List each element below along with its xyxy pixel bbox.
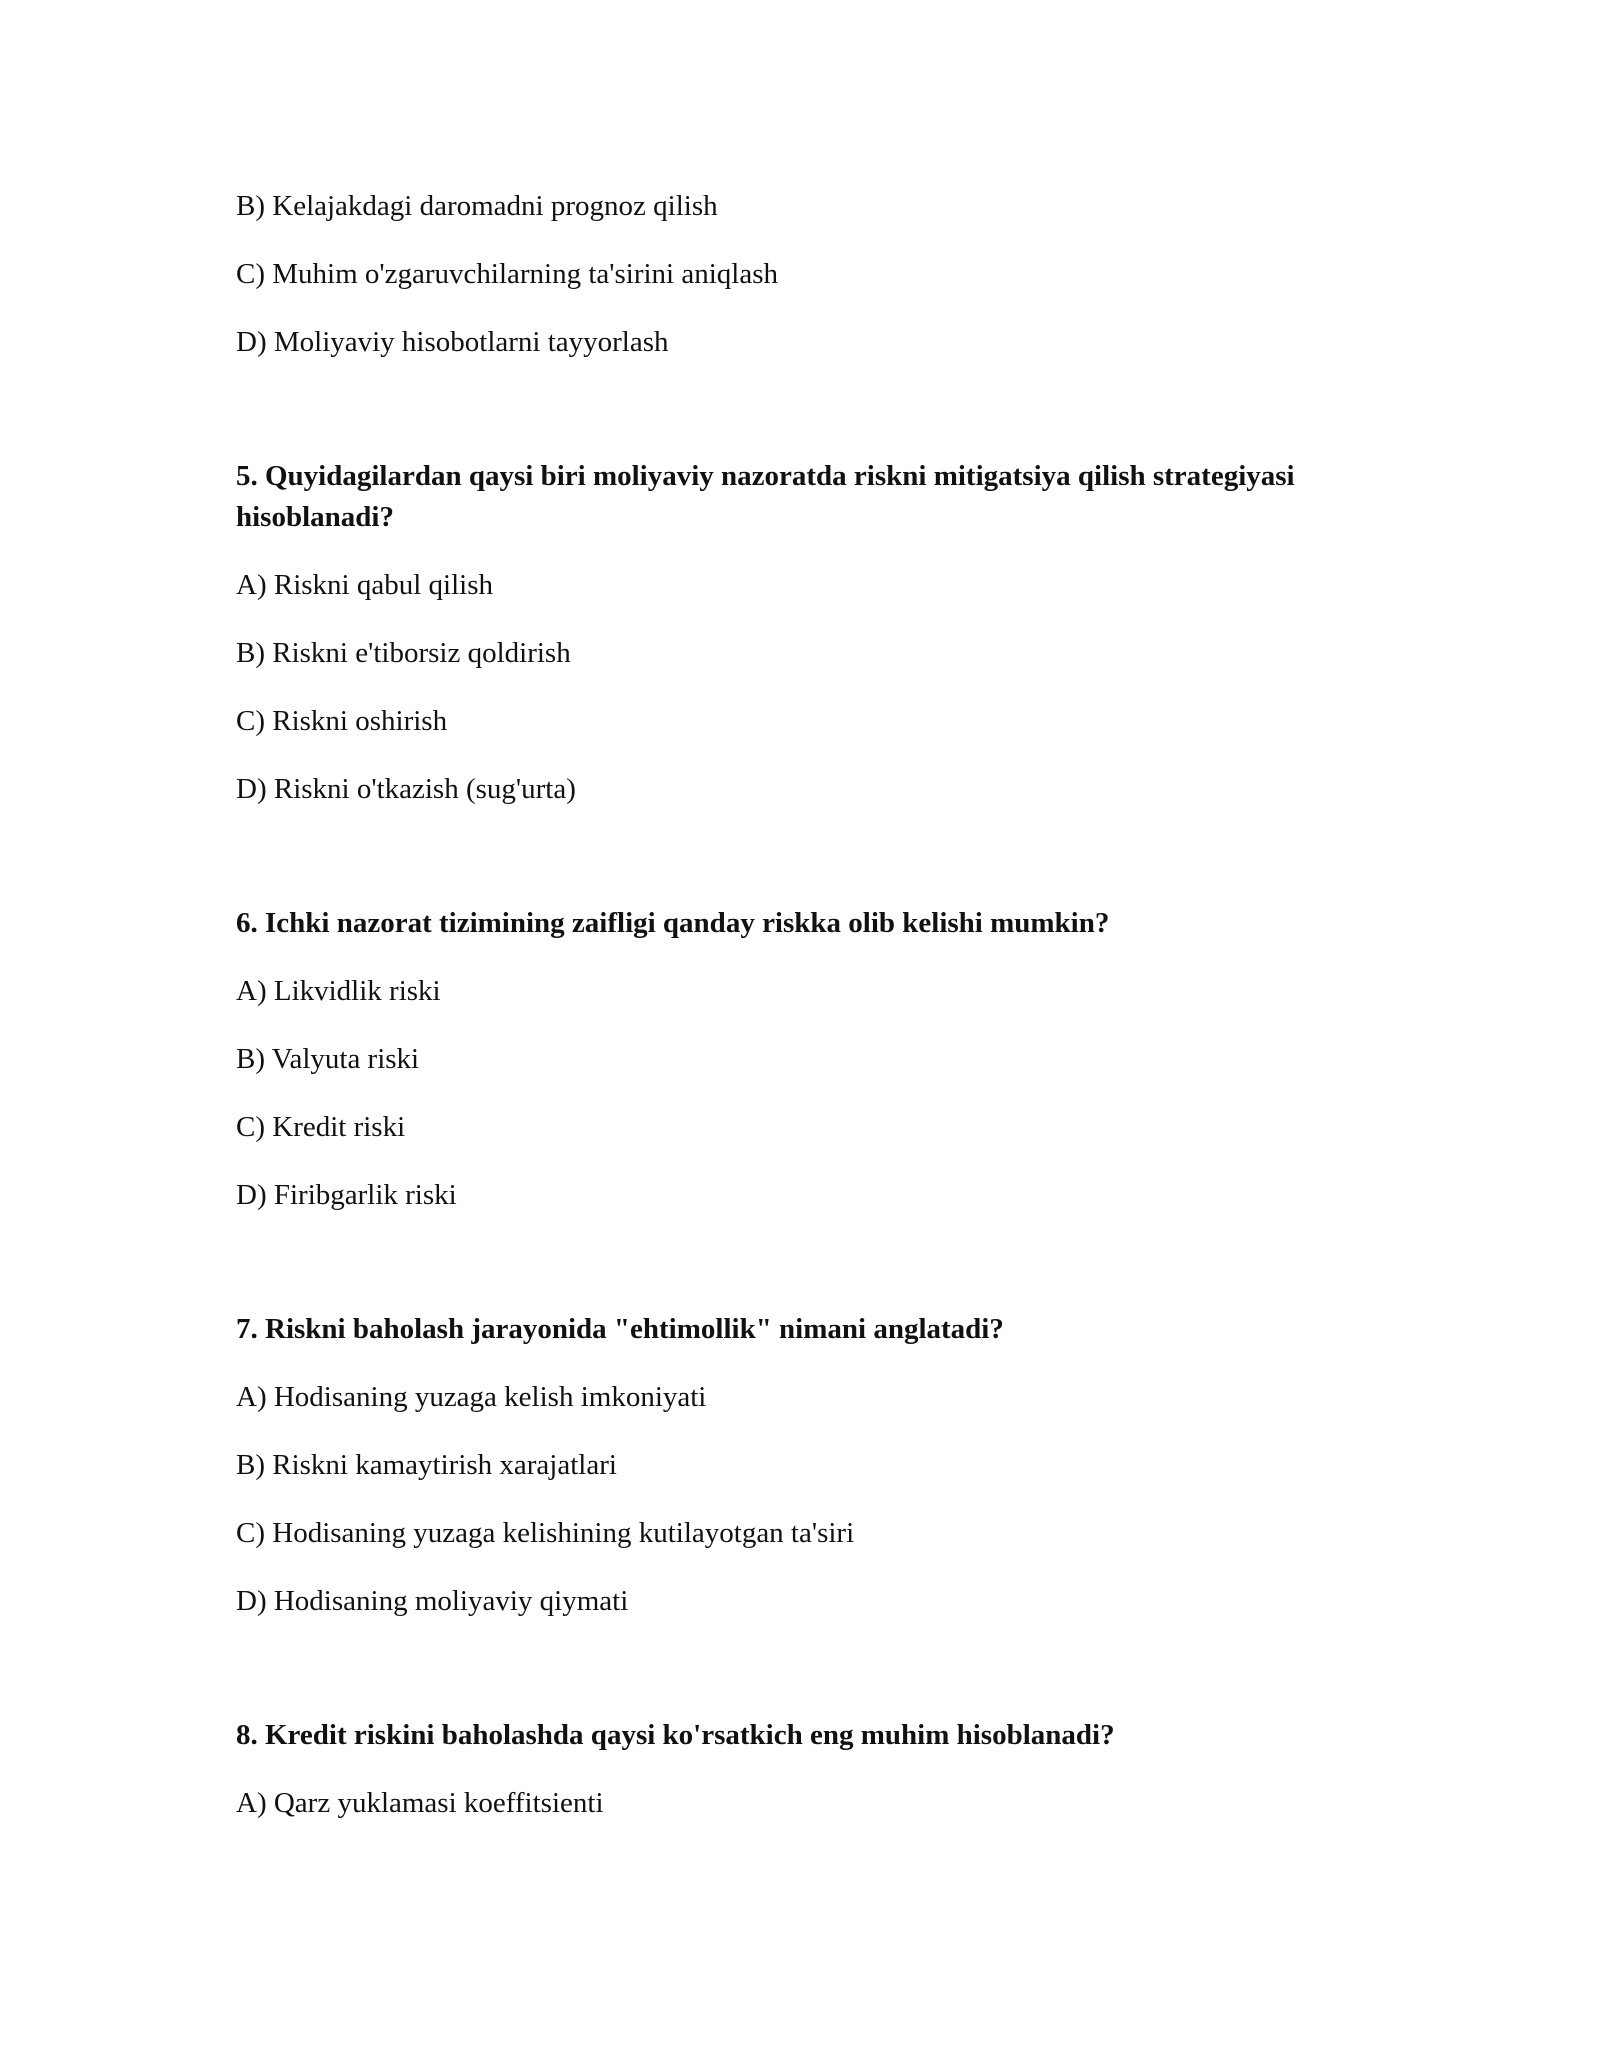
answer-option: C) Muhim o'zgaruvchilarning ta'sirini aniqlash — [236, 258, 779, 290]
answer-option: C) Hodisaning yuzaga kelishining kutilayotgan ta'siri — [236, 1517, 855, 1549]
section-gap — [236, 1243, 1386, 1309]
question-text: 6. Ichki nazorat tizimining zaifligi qanday riskka olib kelishi mumkin? — [236, 907, 1110, 939]
answer-option: A) Likvidlik riski — [236, 975, 441, 1007]
answer-option: D) Hodisaning moliyaviy qiymati — [236, 1585, 629, 1617]
question-block-7 — [236, 1309, 1386, 1621]
answer-option: B) Kelajakdagi daromadni prognoz qilish — [236, 190, 718, 222]
quiz-content — [236, 186, 1386, 1851]
question-block-6 — [236, 903, 1386, 1215]
question-block-8 — [236, 1715, 1386, 1823]
section-gap — [236, 1649, 1386, 1715]
section-gap — [236, 390, 1386, 456]
question-block-5 — [236, 456, 1386, 809]
answer-option: D) Moliyaviy hisobotlarni tayyorlash — [236, 326, 669, 358]
answer-option: B) Riskni kamaytirish xarajatlari — [236, 1449, 617, 1481]
answer-option: A) Hodisaning yuzaga kelish imkoniyati — [236, 1381, 707, 1413]
question-text: 8. Kredit riskini baholashda qaysi ko'rsatkich eng muhim hisoblanadi? — [236, 1719, 1115, 1751]
answer-option: C) Riskni oshirish — [236, 705, 448, 737]
answer-option: A) Riskni qabul qilish — [236, 569, 493, 601]
answer-option: D) Firibgarlik riski — [236, 1179, 457, 1211]
question-text: 5. Quyidagilardan qaysi biri moliyaviy nazoratda riskni mitigatsiya qilish strategiyasi hisoblanadi? — [236, 460, 1295, 533]
section-gap — [236, 837, 1386, 903]
answer-option: A) Qarz yuklamasi koeffitsienti — [236, 1787, 604, 1819]
answer-option: B) Riskni e'tiborsiz qoldirish — [236, 637, 571, 669]
answer-option: C) Kredit riski — [236, 1111, 406, 1143]
answer-option: B) Valyuta riski — [236, 1043, 420, 1075]
leading-options — [236, 186, 1386, 362]
answer-option: D) Riskni o'tkazish (sug'urta) — [236, 773, 576, 805]
question-text: 7. Riskni baholash jarayonida "ehtimollik" nimani anglatadi? — [236, 1313, 1004, 1345]
